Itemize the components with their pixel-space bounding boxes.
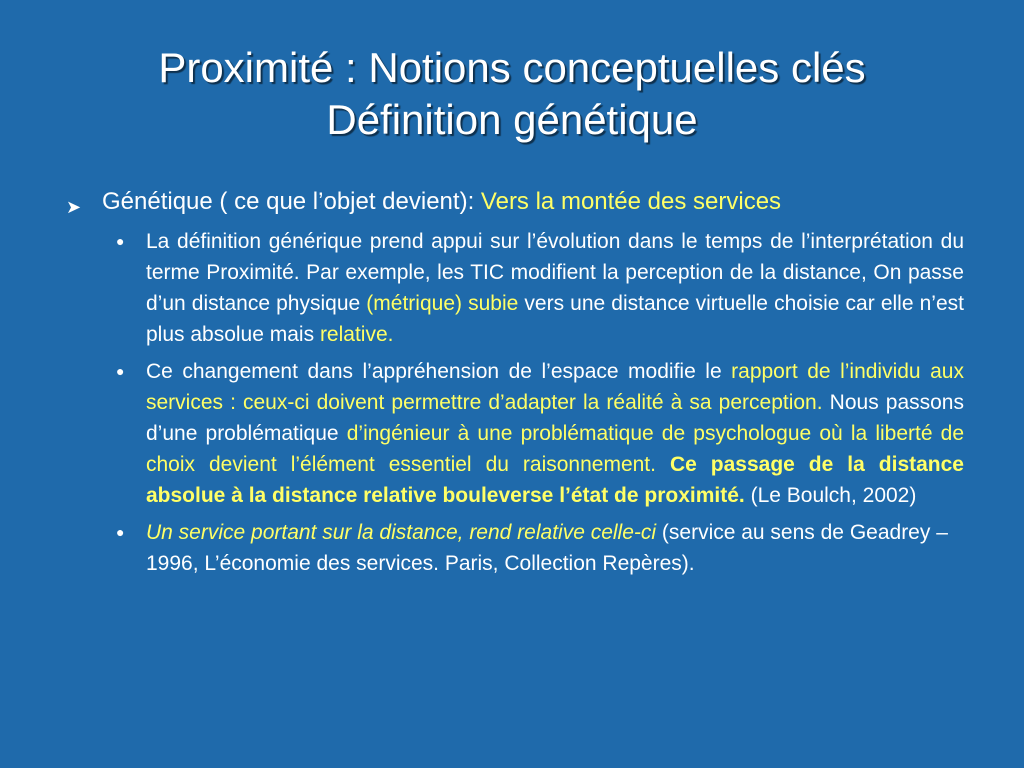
dot-bullet-icon: ●: [116, 363, 125, 379]
arrow-bullet-icon: ➤: [66, 197, 82, 217]
bullet-3-text: (service au sens de Geadrey – 1996, L’économie des services. Paris, Collection Repères).: [146, 521, 948, 575]
bullet-item-2: [112, 356, 964, 511]
bullet-1-text-2: vers une distance virtuelle choisie car elle n’est plus absolue mais: [146, 292, 964, 346]
bullet-item-1: [112, 226, 964, 350]
bullet-3-italic-highlight: Un service portant sur la distance, rend relative celle-ci: [146, 521, 657, 544]
bullet-2-highlight-1: rapport de l’individu aux services : ceux-ci doivent permettre d’adapter la réalité à sa perception: [146, 360, 964, 414]
bullet-2-text: Ce changement dans l’appréhension de l’espace modifie le: [146, 360, 732, 383]
title-line-1: Proximité : Notions conceptuelles clés: [158, 44, 866, 91]
sub-bullets: [112, 226, 964, 585]
dot-bullet-icon: ●: [116, 524, 125, 540]
main-point: [66, 186, 966, 218]
title-line-2: Définition génétique: [326, 96, 698, 143]
bullet-2-highlight-1-dot: .: [816, 391, 823, 414]
bullet-2-highlight-2: d’ingénieur à une problématique de psychologue où la liberté de choix devient l’élément essentiel du raisonnement.: [146, 422, 964, 476]
bullet-2-citation: (Le Boulch, 2002): [744, 484, 917, 507]
main-point-label: Génétique ( ce que l’objet devient):: [102, 188, 481, 215]
bullet-item-3: [112, 517, 964, 579]
bullet-2-text-2: Nous passons d’une problématique: [146, 391, 964, 445]
dot-bullet-icon: ●: [116, 233, 125, 249]
bullet-1-highlight-2: relative.: [319, 323, 394, 346]
bullet-1-highlight-1: (métrique) subie: [366, 292, 519, 315]
bullet-2-bold-highlight: Ce passage de la distance absolue à la distance relative bouleverse l’état de proximité.: [146, 453, 964, 507]
bullet-1-text: La définition générique prend appui sur l’évolution dans le temps de l’interprétation du terme Proximité. Par exemple, les TIC modifient la perception de la distance, On passe d’un distance physique: [146, 230, 964, 315]
slide-title: [60, 42, 964, 146]
main-point-highlight: Vers la montée des services: [480, 188, 782, 215]
